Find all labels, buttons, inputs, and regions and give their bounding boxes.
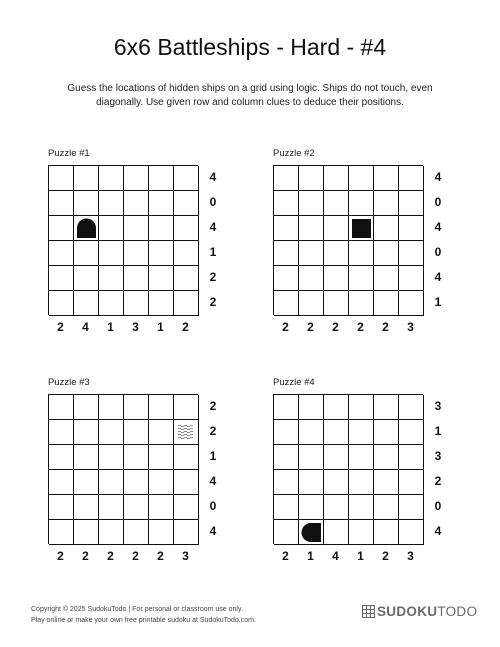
grid-cell[interactable] xyxy=(99,266,124,291)
column-clue: 2 xyxy=(332,320,339,334)
column-clue: 1 xyxy=(107,320,114,334)
grid-cell[interactable] xyxy=(324,395,349,420)
grid-cell[interactable] xyxy=(274,216,299,241)
grid-cell[interactable] xyxy=(324,241,349,266)
grid-cell[interactable] xyxy=(174,191,199,216)
grid-cell[interactable] xyxy=(174,216,199,241)
grid-cell[interactable] xyxy=(349,241,374,266)
grid-cell[interactable] xyxy=(299,395,324,420)
grid-cell[interactable] xyxy=(149,420,174,445)
grid-cell[interactable] xyxy=(349,520,374,545)
grid-cell[interactable] xyxy=(74,291,99,316)
grid-cell[interactable] xyxy=(324,291,349,316)
grid-cell[interactable] xyxy=(124,395,149,420)
row-clue: 1 xyxy=(209,449,217,463)
row-clues xyxy=(426,394,450,544)
grid-cell[interactable] xyxy=(149,520,174,545)
grid-cell[interactable] xyxy=(324,266,349,291)
grid-cell[interactable] xyxy=(349,470,374,495)
grid-cell[interactable] xyxy=(149,266,174,291)
instructions-text: Guess the locations of hidden ships on a grid using logic. Ships do not touch, even diagonally. Use given row and column clues to deduce their positions. xyxy=(67,83,433,108)
grid-cell[interactable] xyxy=(324,495,349,520)
row-clue: 4 xyxy=(434,524,442,538)
grid-cell[interactable] xyxy=(99,216,124,241)
puzzle-4 xyxy=(273,377,473,577)
grid-cell[interactable] xyxy=(374,216,399,241)
column-clue: 3 xyxy=(182,549,189,563)
grid-cell[interactable] xyxy=(274,445,299,470)
grid-cell[interactable] xyxy=(74,445,99,470)
grid-cell[interactable] xyxy=(399,241,424,266)
grid-cell[interactable] xyxy=(49,420,74,445)
row-clues xyxy=(426,165,450,315)
ship-segment-icon xyxy=(349,216,374,241)
column-clue: 3 xyxy=(132,320,139,334)
grid-cell[interactable] xyxy=(324,520,349,545)
grid-cell[interactable] xyxy=(74,216,99,241)
grid-cell[interactable] xyxy=(124,216,149,241)
grid-cell[interactable] xyxy=(99,241,124,266)
battleship-grid xyxy=(273,394,423,544)
page-title: 6x6 Battleships - Hard - #4 xyxy=(113,34,387,60)
grid-cell[interactable] xyxy=(49,495,74,520)
grid-cell[interactable] xyxy=(99,445,124,470)
grid-cell[interactable] xyxy=(49,191,74,216)
column-clue: 3 xyxy=(407,549,414,563)
column-clue: 2 xyxy=(182,320,189,334)
column-clue: 2 xyxy=(57,320,64,334)
grid-cell[interactable] xyxy=(124,495,149,520)
grid-cell[interactable] xyxy=(49,241,74,266)
column-clue: 2 xyxy=(307,320,314,334)
grid-cell[interactable] xyxy=(74,495,99,520)
column-clue: 2 xyxy=(282,549,289,563)
grid-cell[interactable] xyxy=(374,395,399,420)
grid-cell[interactable] xyxy=(374,166,399,191)
grid-cell[interactable] xyxy=(49,445,74,470)
column-clues xyxy=(273,320,423,334)
column-clue: 3 xyxy=(407,320,414,334)
grid-cell[interactable] xyxy=(149,395,174,420)
grid-cell[interactable] xyxy=(399,445,424,470)
grid-cell[interactable] xyxy=(99,291,124,316)
grid-cell[interactable] xyxy=(124,291,149,316)
grid-cell[interactable] xyxy=(124,191,149,216)
grid-cell[interactable] xyxy=(274,495,299,520)
row-clue: 2 xyxy=(434,474,442,488)
grid-cell[interactable] xyxy=(349,445,374,470)
grid-cell[interactable] xyxy=(174,495,199,520)
grid-cell[interactable] xyxy=(399,395,424,420)
puzzle-label: Puzzle #2 xyxy=(273,148,315,159)
column-clue: 4 xyxy=(332,549,339,563)
row-clue: 4 xyxy=(209,524,217,538)
grid-cell[interactable] xyxy=(174,166,199,191)
grid-cell[interactable] xyxy=(299,520,324,545)
grid-cell[interactable] xyxy=(149,191,174,216)
grid-cell[interactable] xyxy=(274,266,299,291)
grid-cell[interactable] xyxy=(299,420,324,445)
grid-cell[interactable] xyxy=(74,395,99,420)
grid-cell[interactable] xyxy=(49,266,74,291)
grid-cell[interactable] xyxy=(349,266,374,291)
grid-cell[interactable] xyxy=(124,420,149,445)
column-clue: 2 xyxy=(57,549,64,563)
grid-cell[interactable] xyxy=(399,495,424,520)
grid-cell[interactable] xyxy=(349,495,374,520)
grid-cell[interactable] xyxy=(74,191,99,216)
grid-cell[interactable] xyxy=(299,495,324,520)
column-clue: 2 xyxy=(107,549,114,563)
row-clue: 0 xyxy=(209,499,217,513)
grid-cell[interactable] xyxy=(124,241,149,266)
grid-cell[interactable] xyxy=(299,470,324,495)
grid-cell[interactable] xyxy=(149,241,174,266)
grid-cell[interactable] xyxy=(49,395,74,420)
row-clue: 4 xyxy=(434,270,442,284)
grid-cell[interactable] xyxy=(149,166,174,191)
puzzle-3 xyxy=(48,377,248,577)
row-clue: 3 xyxy=(434,449,442,463)
row-clue: 2 xyxy=(209,270,217,284)
brand-name-bold: SUDOKU xyxy=(377,604,438,619)
column-clue: 2 xyxy=(382,320,389,334)
puzzle-label: Puzzle #4 xyxy=(273,377,315,388)
grid-cell[interactable] xyxy=(49,470,74,495)
grid-cell[interactable] xyxy=(274,520,299,545)
grid-cell[interactable] xyxy=(174,291,199,316)
grid-cell[interactable] xyxy=(374,520,399,545)
row-clue: 0 xyxy=(434,195,442,209)
row-clue: 4 xyxy=(434,170,442,184)
grid-cell[interactable] xyxy=(74,420,99,445)
grid-cell[interactable] xyxy=(274,420,299,445)
grid-cell[interactable] xyxy=(74,470,99,495)
brand-logo xyxy=(362,604,477,619)
column-clue: 2 xyxy=(382,549,389,563)
footer xyxy=(31,604,256,626)
grid-cell[interactable] xyxy=(399,216,424,241)
water-icon xyxy=(174,420,199,445)
grid-cell[interactable] xyxy=(299,166,324,191)
grid-cell[interactable] xyxy=(49,166,74,191)
grid-cell[interactable] xyxy=(174,520,199,545)
grid-cell[interactable] xyxy=(99,191,124,216)
grid-cell[interactable] xyxy=(99,495,124,520)
grid-cell[interactable] xyxy=(274,291,299,316)
column-clue: 1 xyxy=(357,549,364,563)
column-clue: 2 xyxy=(282,320,289,334)
puzzle-label: Puzzle #3 xyxy=(48,377,90,388)
puzzle-2 xyxy=(273,148,473,348)
column-clues xyxy=(48,549,198,563)
grid-cell[interactable] xyxy=(124,470,149,495)
grid-cell[interactable] xyxy=(374,495,399,520)
row-clue: 0 xyxy=(209,195,217,209)
column-clue: 2 xyxy=(132,549,139,563)
grid-cell[interactable] xyxy=(74,520,99,545)
grid-cell[interactable] xyxy=(49,216,74,241)
grid-cell[interactable] xyxy=(349,420,374,445)
row-clue: 0 xyxy=(434,499,442,513)
grid-cell[interactable] xyxy=(274,166,299,191)
grid-cell[interactable] xyxy=(124,445,149,470)
grid-cell[interactable] xyxy=(299,191,324,216)
puzzle-1 xyxy=(48,148,248,348)
grid-cell[interactable] xyxy=(374,470,399,495)
grid-cell[interactable] xyxy=(299,266,324,291)
grid-cell[interactable] xyxy=(274,191,299,216)
grid-cell[interactable] xyxy=(174,266,199,291)
grid-cell[interactable] xyxy=(174,445,199,470)
grid-cell[interactable] xyxy=(299,291,324,316)
row-clue: 1 xyxy=(434,295,442,309)
grid-cell[interactable] xyxy=(399,470,424,495)
grid-cell[interactable] xyxy=(149,445,174,470)
grid-cell[interactable] xyxy=(324,420,349,445)
grid-cell[interactable] xyxy=(174,241,199,266)
grid-cell[interactable] xyxy=(374,191,399,216)
grid-cell[interactable] xyxy=(174,395,199,420)
row-clue: 4 xyxy=(209,220,217,234)
grid-cell[interactable] xyxy=(299,216,324,241)
column-clues xyxy=(48,320,198,334)
grid-cell[interactable] xyxy=(399,166,424,191)
grid-cell[interactable] xyxy=(324,216,349,241)
grid-cell[interactable] xyxy=(349,216,374,241)
battleship-grid xyxy=(48,394,198,544)
grid-cell[interactable] xyxy=(174,420,199,445)
grid-cell[interactable] xyxy=(349,191,374,216)
row-clue: 0 xyxy=(434,245,442,259)
column-clue: 1 xyxy=(157,320,164,334)
grid-cell[interactable] xyxy=(324,166,349,191)
grid-cell[interactable] xyxy=(349,166,374,191)
row-clue: 4 xyxy=(209,170,217,184)
grid-cell[interactable] xyxy=(274,241,299,266)
grid-cell[interactable] xyxy=(374,241,399,266)
grid-cell[interactable] xyxy=(399,291,424,316)
ship-segment-icon xyxy=(74,216,99,241)
grid-cell[interactable] xyxy=(99,395,124,420)
row-clue: 2 xyxy=(209,424,217,438)
puzzle-label: Puzzle #1 xyxy=(48,148,90,159)
grid-cell[interactable] xyxy=(399,266,424,291)
column-clue: 2 xyxy=(82,549,89,563)
grid-cell[interactable] xyxy=(99,470,124,495)
grid-cell[interactable] xyxy=(124,266,149,291)
grid-cell[interactable] xyxy=(99,520,124,545)
grid-cell[interactable] xyxy=(299,241,324,266)
grid-cell[interactable] xyxy=(149,291,174,316)
grid-cell[interactable] xyxy=(399,420,424,445)
column-clue: 4 xyxy=(82,320,89,334)
grid-cell[interactable] xyxy=(124,520,149,545)
battleship-grid xyxy=(273,165,423,315)
row-clue: 1 xyxy=(209,245,217,259)
column-clue: 2 xyxy=(157,549,164,563)
grid-cell[interactable] xyxy=(124,166,149,191)
grid-cell[interactable] xyxy=(149,495,174,520)
column-clues xyxy=(273,549,423,563)
row-clue: 2 xyxy=(209,295,217,309)
row-clues xyxy=(201,394,225,544)
row-clue: 3 xyxy=(434,399,442,413)
grid-cell[interactable] xyxy=(99,166,124,191)
grid-cell[interactable] xyxy=(299,445,324,470)
row-clues xyxy=(201,165,225,315)
grid-cell[interactable] xyxy=(399,191,424,216)
grid-cell[interactable] xyxy=(399,520,424,545)
footer-note: Play online or make your own free printable sudoku at SudokuTodo.com. xyxy=(31,617,256,624)
grid-cell[interactable] xyxy=(324,470,349,495)
grid-cell[interactable] xyxy=(374,445,399,470)
grid-cell[interactable] xyxy=(74,266,99,291)
grid-cell[interactable] xyxy=(274,395,299,420)
grid-cell[interactable] xyxy=(174,470,199,495)
grid-cell[interactable] xyxy=(49,520,74,545)
row-clue: 4 xyxy=(434,220,442,234)
grid-cell[interactable] xyxy=(274,470,299,495)
grid-cell[interactable] xyxy=(324,445,349,470)
grid-cell[interactable] xyxy=(374,266,399,291)
ship-segment-icon xyxy=(299,520,324,545)
grid-cell[interactable] xyxy=(349,291,374,316)
brand-name-light: TODO xyxy=(437,604,478,619)
grid-cell[interactable] xyxy=(149,470,174,495)
grid-cell[interactable] xyxy=(99,420,124,445)
column-clue: 2 xyxy=(357,320,364,334)
grid-cell[interactable] xyxy=(49,291,74,316)
grid-cell[interactable] xyxy=(374,420,399,445)
grid-cell[interactable] xyxy=(374,291,399,316)
column-clue: 1 xyxy=(307,549,314,563)
row-clue: 4 xyxy=(209,474,217,488)
row-clue: 1 xyxy=(434,424,442,438)
grid-cell[interactable] xyxy=(74,166,99,191)
grid-cell[interactable] xyxy=(324,191,349,216)
grid-cell[interactable] xyxy=(349,395,374,420)
row-clue: 2 xyxy=(209,399,217,413)
battleship-grid xyxy=(48,165,198,315)
grid-cell[interactable] xyxy=(74,241,99,266)
grid-cell[interactable] xyxy=(149,216,174,241)
grid-logo-icon xyxy=(362,605,375,618)
copyright-text: Copyright © 2025 SudokuTodo | For personal or classroom use only. xyxy=(31,606,243,613)
